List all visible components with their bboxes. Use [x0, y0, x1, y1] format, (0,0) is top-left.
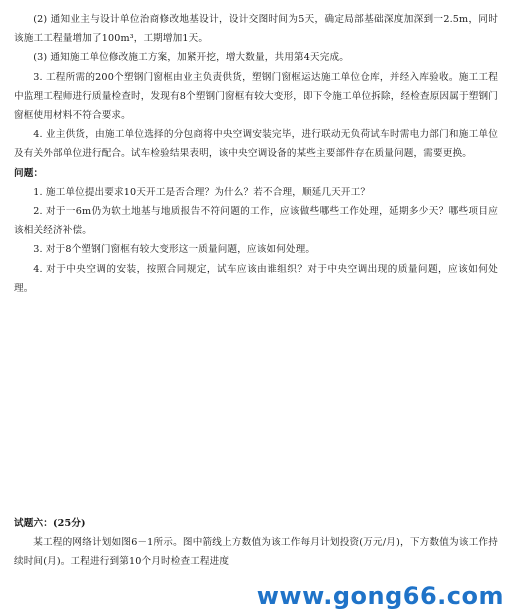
paragraph-construction-plan: (3) 通知施工单位修改施工方案，加紧开挖，增大数量，共用第4天完成。	[33, 52, 349, 64]
section-six-heading: 试题六：(25分)	[14, 518, 86, 529]
question-3: 3. 对于8个塑钢门窗框有较大变形这一质量问题，应该如何处理。	[33, 244, 316, 256]
site-watermark: www.gong66.com	[256, 582, 504, 610]
question-1: 1. 施工单位提出要求10天开工是否合理？为什么？若不合理，顺延几天开工？	[33, 186, 371, 198]
questions-heading: 问题：	[14, 167, 44, 179]
paragraph-air-conditioning: 4. 业主供货，由施工单位选择的分包商将中央空调安装完毕，进行联动无负荷试车时需电力部门和施工单位及有关外部单位进行配合。试车检验结果表明，该中央空调设备的某些主要部件存在质量问题，需要更换。	[14, 129, 498, 160]
paragraph-design-change: (2) 通知业主与设计单位治商修改地基设计，设计交图时间为5天，确定局部基础深度加深到一2.5m，同时该施工工程量增加了100m³，工期增加1天。	[14, 14, 498, 45]
question-2: 2. 对于一6m仍为软土地基与地质报告不符问题的工作，应该做些哪些工作处理，延期多少天？哪些项目应该相关经济补偿。	[14, 206, 498, 237]
paragraph-window-frames: 3. 工程所需的200个塑钢门窗框由业主负责供货，塑钢门窗框运达施工单位仓库，并经入库验收。施工工程中监理工程师进行质量检查时，发现有8个塑钢门窗框有较大变形，即下令施工单位拆除，经检查原因属于塑钢门窗框使用材料不符合要求。	[14, 71, 498, 122]
section-six-text: 某工程的网络计划如图6－1所示。图中箭线上方数值为该工作每月计划投资(万元/月)，下方数值为该工作持续时间(月)。工程进行到第10个月时检查工程进度	[14, 537, 498, 568]
document-body	[14, 10, 498, 298]
question-4: 4. 对于中央空调的安装，按照合同规定，试车应该由谁组织？对于中央空调出现的质量问题，应该如何处理。	[14, 263, 498, 294]
next-section	[14, 514, 498, 572]
